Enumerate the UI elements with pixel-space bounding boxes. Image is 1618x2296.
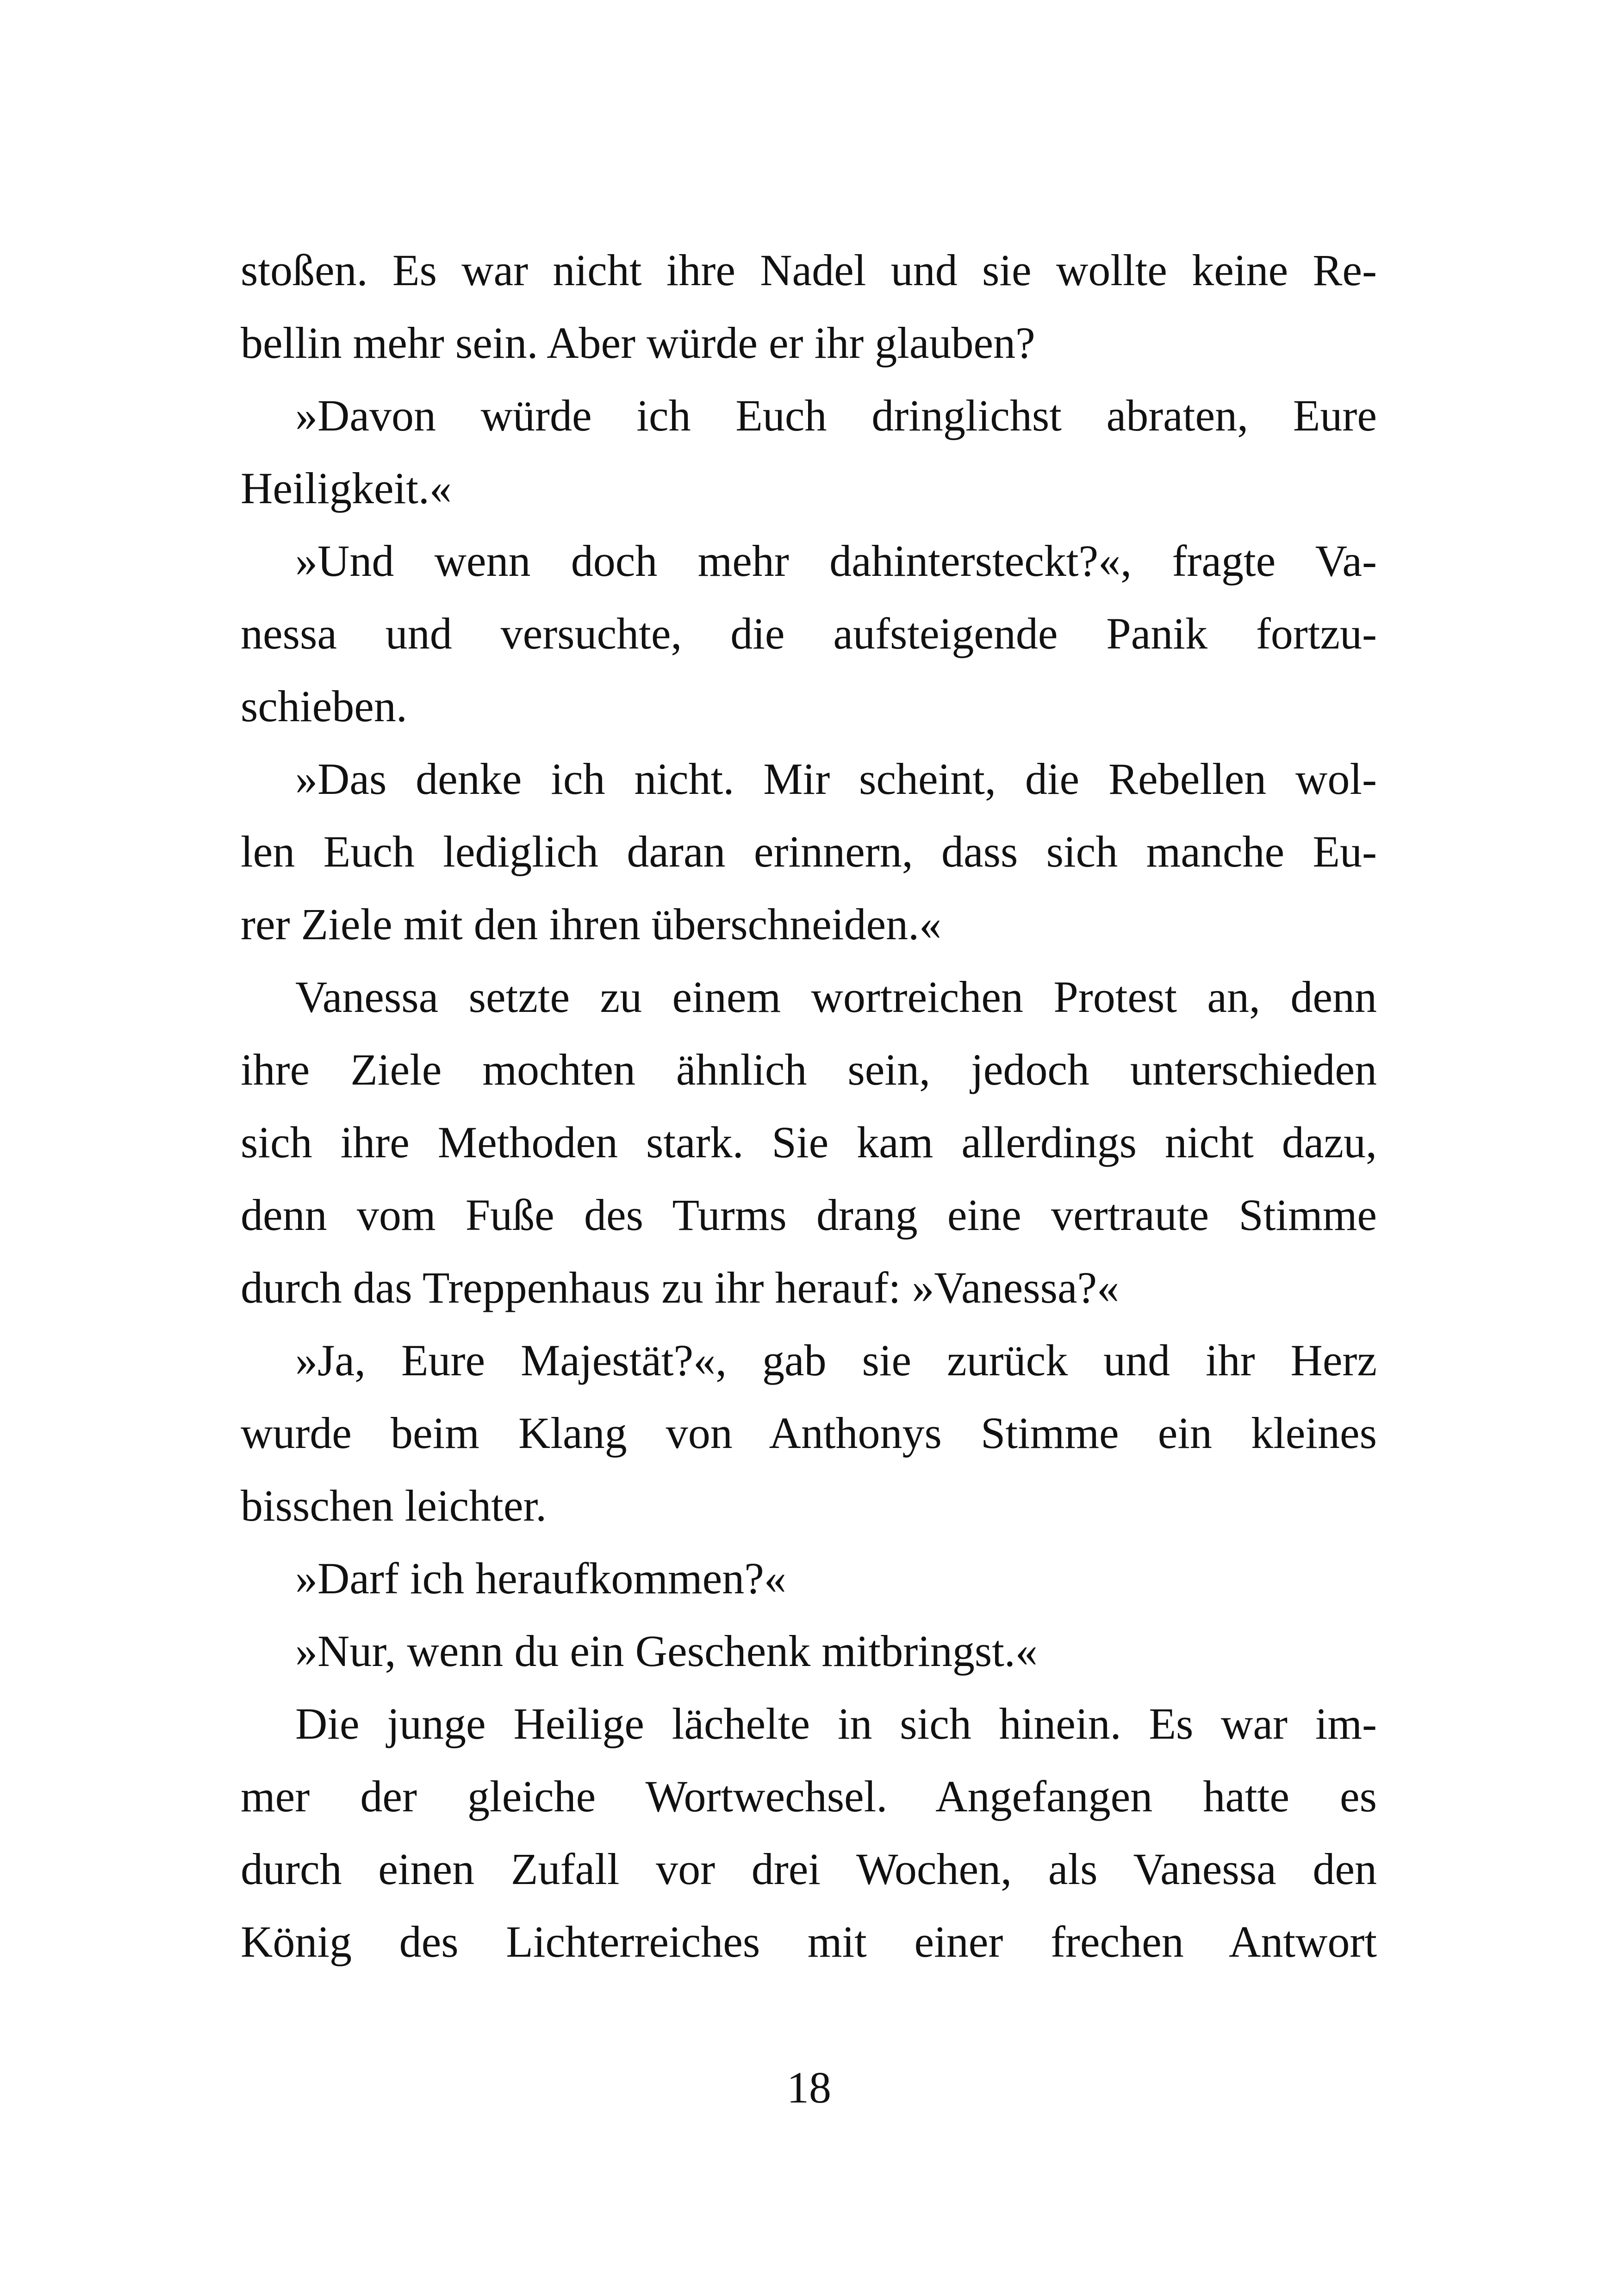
text-line: schieben. — [241, 681, 407, 731]
text-line: len Euch lediglich daran erinnern, dass sich manche Eu- — [241, 827, 1377, 876]
text-line: Vanessa setzte zu einem wortreichen Protest an, denn — [295, 972, 1377, 1022]
text-line: »Und wenn doch mehr dahintersteckt?«, fragte Va- — [295, 536, 1377, 586]
text-line: durch einen Zufall vor drei Wochen, als Vanessa den — [241, 1844, 1377, 1894]
text-line: »Nur, wenn du ein Geschenk mitbringst.« — [295, 1626, 1038, 1676]
text-line: »Darf ich heraufkommen?« — [295, 1554, 786, 1603]
text-line: stoßen. Es war nicht ihre Nadel und sie wollte keine Re- — [241, 245, 1377, 295]
text-line: »Das denke ich nicht. Mir scheint, die Rebellen wol- — [295, 754, 1377, 804]
text-line: Heiligkeit.« — [241, 463, 452, 513]
text-line: König des Lichterreiches mit einer frechen Antwort — [241, 1917, 1377, 1966]
text-line: bisschen leichter. — [241, 1481, 547, 1530]
text-line: »Davon würde ich Euch dringlichst abraten, Eure — [295, 391, 1377, 440]
text-line: Die junge Heilige lächelte in sich hinein. Es war im- — [295, 1699, 1377, 1748]
body-text — [241, 234, 1377, 1978]
text-line: durch das Treppenhaus zu ihr herauf: »Vanessa?« — [241, 1263, 1120, 1312]
text-line: mer der gleiche Wortwechsel. Angefangen hatte es — [241, 1772, 1377, 1821]
text-line: »Ja, Eure Majestät?«, gab sie zurück und ihr Herz — [295, 1335, 1377, 1385]
text-line: bellin mehr sein. Aber würde er ihr glauben? — [241, 318, 1035, 368]
text-line: sich ihre Methoden stark. Sie kam allerdings nicht dazu, — [241, 1117, 1377, 1167]
page-number: 18 — [787, 2063, 831, 2112]
text-line: denn vom Fuße des Turms drang eine vertraute Stimme — [241, 1190, 1377, 1240]
text-line: rer Ziele mit den ihren überschneiden.« — [241, 899, 942, 949]
text-line: wurde beim Klang von Anthonys Stimme ein kleines — [241, 1408, 1377, 1458]
text-line: nessa und versuchte, die aufsteigende Panik fortzu- — [241, 609, 1377, 658]
text-line: ihre Ziele mochten ähnlich sein, jedoch unterschieden — [241, 1045, 1377, 1094]
